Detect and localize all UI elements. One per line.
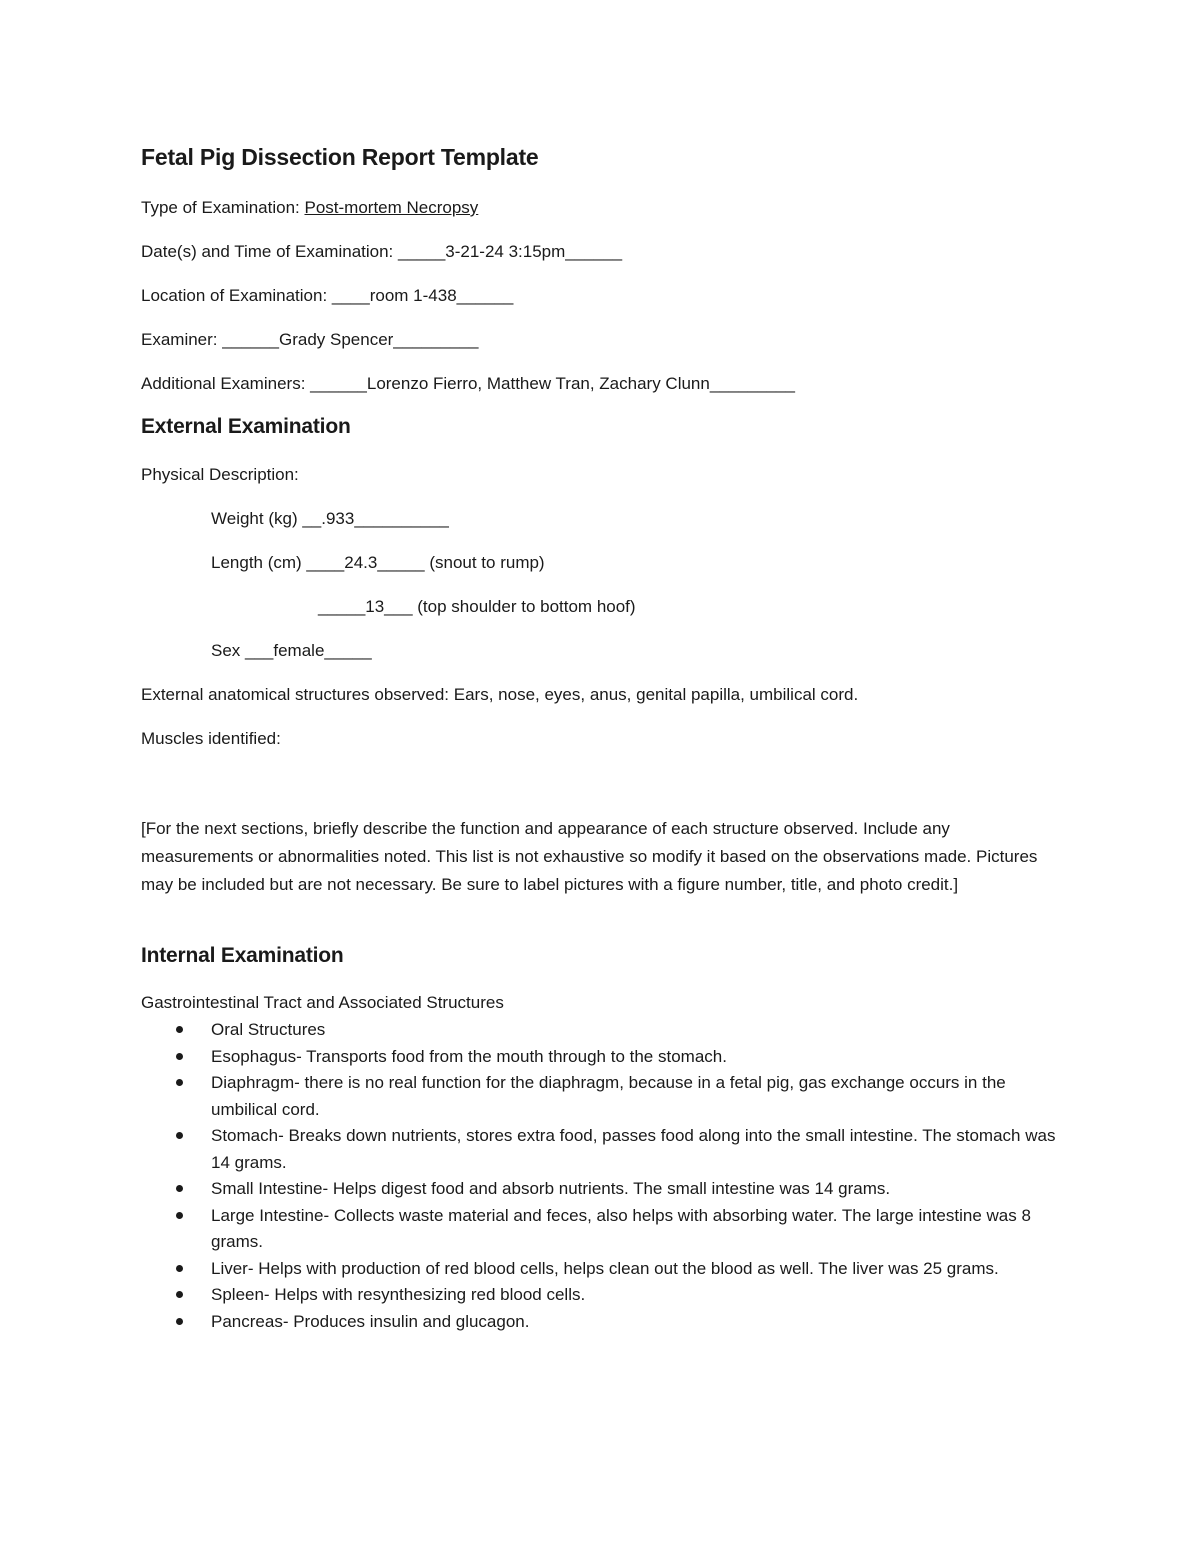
type-of-examination-value: Post-mortem Necropsy [304,198,479,217]
sex-field: Sex ___female_____ [211,641,372,660]
internal-examination-heading: Internal Examination [141,944,344,967]
list-item-text: Small Intestine- Helps digest food and absorb nutrients. The small intestine was 14 grams. [211,1179,891,1198]
date-time-field: Date(s) and Time of Examination: _____3-21-24 3:15pm______ [141,242,623,261]
list-item-text: Liver- Helps with production of red blood cells, helps clean out the blood as well. The liver was 25 grams. [211,1258,999,1278]
type-of-examination-label: Type of Examination: [141,198,305,217]
list-item-text: Esophagus- Transports food from the mouth through to the stomach. [211,1046,727,1066]
bullet-icon [176,1212,183,1219]
additional-examiners-field: Additional Examiners: ______Lorenzo Fierro, Matthew Tran, Zachary Clunn_________ [141,374,795,393]
list-item-text: Diaphragm- there is no real function for the diaphragm, because in a fetal pig, gas exchange occurs in the umbilical cord. [211,1073,1006,1119]
physical-description-label: Physical Description: [141,465,299,484]
list-item [141,1176,1061,1203]
length-field: Length (cm) ____24.3_____ (snout to rump) [211,553,545,572]
list-item-text: Stomach- Breaks down nutrients, stores extra food, passes food along into the small intestine. The stomach was 14 grams. [211,1126,1056,1172]
list-item [141,1017,1061,1044]
list-item [141,1203,1061,1256]
list-item [141,1044,1061,1071]
muscles-identified-label: Muscles identified: [141,729,281,748]
bullet-icon [176,1318,183,1325]
height-field: _____13___ (top shoulder to bottom hoof) [318,597,636,616]
type-of-examination [141,198,478,218]
location-field: Location of Examination: ____room 1-438______ [141,286,514,305]
list-item-text: Spleen- Helps with resynthesizing red blood cells. [211,1285,586,1304]
gi-structures-list [141,1017,1061,1335]
list-item [141,1070,1061,1123]
document-title: Fetal Pig Dissection Report Template [141,144,539,170]
list-item [141,1256,1061,1283]
list-item-text: Large Intestine- Collects waste material and feces, also helps with absorbing water. The large intestine was 8 grams. [211,1205,1031,1251]
bullet-icon [176,1026,183,1033]
list-item [141,1123,1061,1176]
bullet-icon [176,1265,183,1272]
instructions-paragraph: [For the next sections, briefly describe the function and appearance of each structure observed. Include any measurements or abnormalities noted. This list is not exhaustive so modify it based on the observations made. Pictures may be included but are not necessary. Be sure to label pictures with a figure number, title, and photo credit.] [141,819,1038,894]
examiner-field: Examiner: ______Grady Spencer_________ [141,330,479,349]
list-item-text: Oral Structures [211,1020,326,1039]
bullet-icon [176,1132,183,1139]
bullet-icon [176,1291,183,1298]
bullet-icon [176,1185,183,1192]
list-item [141,1282,1061,1309]
gi-tract-subheading: Gastrointestinal Tract and Associated Structures [141,993,504,1012]
bullet-icon [176,1079,183,1086]
list-item-text: Pancreas- Produces insulin and glucagon. [211,1311,530,1331]
external-examination-heading: External Examination [141,415,351,438]
weight-field: Weight (kg) __.933__________ [211,509,449,528]
bullet-icon [176,1053,183,1060]
external-structures-text: External anatomical structures observed: Ears, nose, eyes, anus, genital papilla, umbilical cord. [141,685,859,704]
list-item [141,1309,1061,1336]
